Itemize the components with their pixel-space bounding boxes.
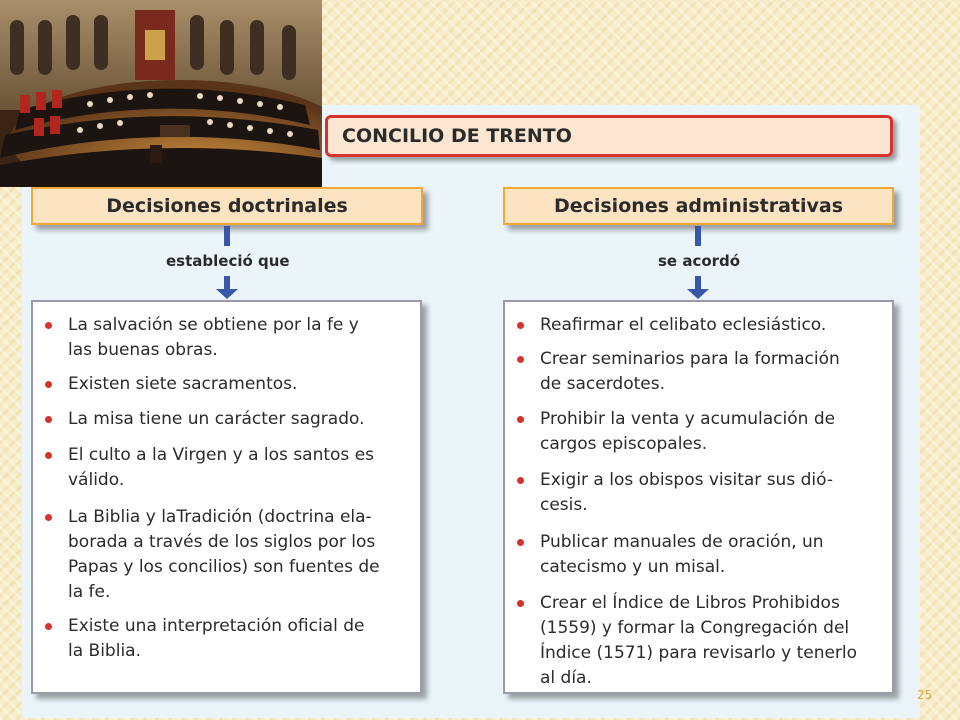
- title: CONCILIO DE TRENTO: [342, 125, 572, 147]
- bullet-icon: [517, 539, 524, 546]
- doctrinal-decisions-list: La salvación se obtiene por la fe y las buenas obras. Existen siete sacramentos. La misa tiene un carácter sagrado. El culto a la Virgen y a los santos es válido. La Biblia y laTradición (doctrina ela- borada a través de los siglos por los Papas y los concilios) son fuentes de la fe. Existe una interpretación oficial de la Biblia.: [31, 300, 422, 694]
- bullet-icon: [45, 623, 52, 630]
- bullet-icon: [517, 416, 524, 423]
- bullet-icon: [45, 322, 52, 329]
- header-label: Decisiones doctrinales: [106, 195, 348, 217]
- arrow-down-icon: [687, 289, 709, 299]
- title-box: [325, 115, 893, 157]
- connector-line-bottom: [695, 276, 701, 290]
- bullet-icon: [45, 514, 52, 521]
- connector-label-left: estableció que: [166, 252, 290, 270]
- bullet-icon: [45, 452, 52, 459]
- connector-line-top: [224, 226, 230, 246]
- header-label: Decisiones administrativas: [553, 195, 844, 217]
- connector-label-right: se acordó: [658, 252, 741, 270]
- header-doctrinal-decisions: [31, 187, 423, 225]
- arrow-down-icon: [216, 289, 238, 299]
- bullet-icon: [45, 416, 52, 423]
- administrative-decisions-list: Reafirmar el celibato eclesiástico. Crear seminarios para la formación de sacerdotes. Prohibir la venta y acumulación de cargos episcopales. Exigir a los obispos visitar sus dió- cesis. Publicar manuales de oración, un catecismo y un misal. Crear el Índice de Libros Prohibidos (1559) y formar la Congregación del Índice (1571) para revisarlo y tenerlo al día.: [503, 300, 894, 694]
- bullet-icon: [45, 381, 52, 388]
- bullet-icon: [517, 356, 524, 363]
- page-number: 25: [917, 688, 933, 702]
- bullet-icon: [517, 322, 524, 329]
- bullet-icon: [517, 477, 524, 484]
- connector-line-bottom: [224, 276, 230, 290]
- connector-line-top: [695, 226, 701, 246]
- header-administrative-decisions: [503, 187, 894, 225]
- bullet-icon: [517, 600, 524, 607]
- council-of-trent-painting: [0, 0, 322, 187]
